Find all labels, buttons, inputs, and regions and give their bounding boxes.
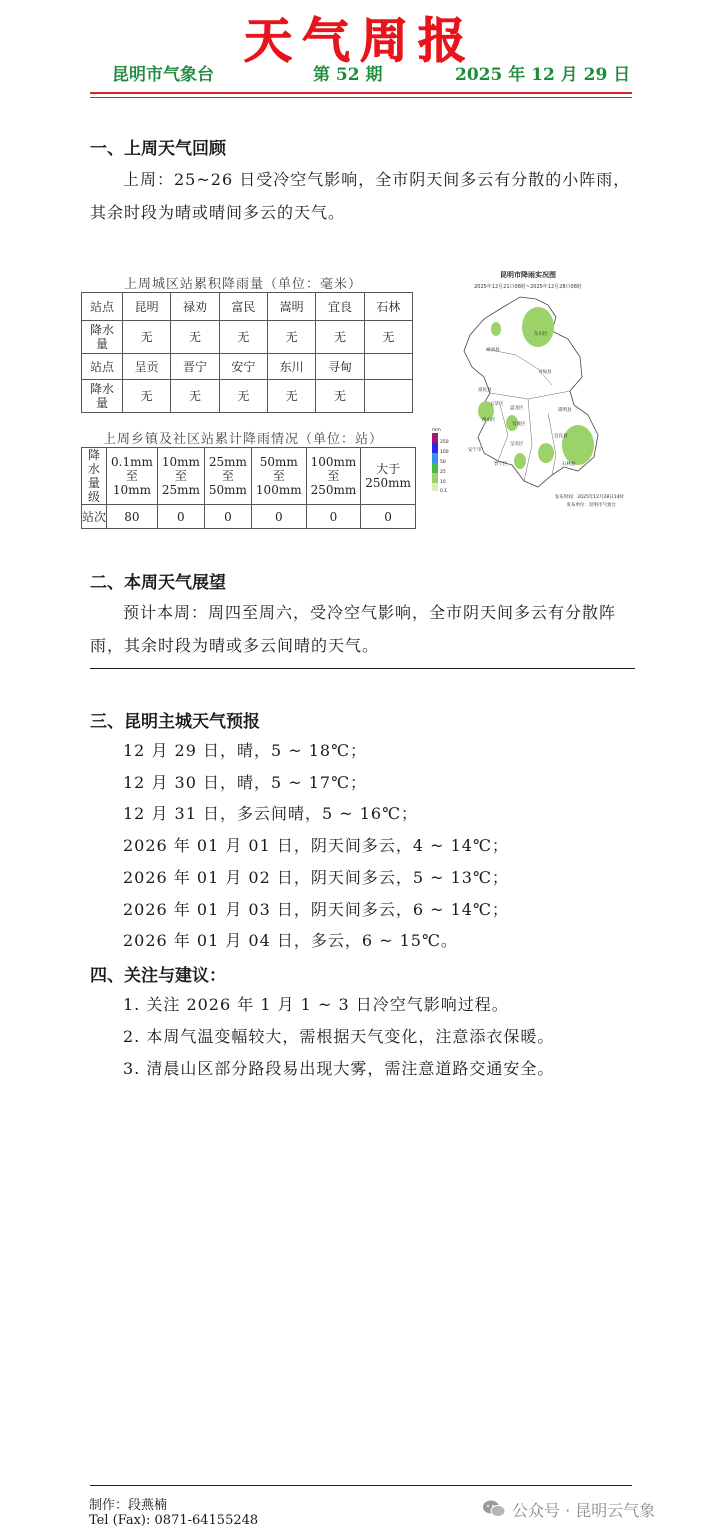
forecast-line: 2026 年 01 月 04 日，多云，6 ~ 15℃。 xyxy=(123,931,458,950)
watermark-text: 公众号 · 昆明云气象 xyxy=(512,1501,656,1520)
wechat-watermark xyxy=(482,1496,712,1522)
table-cell: 无 xyxy=(316,321,364,354)
map-label: 禄劝县 xyxy=(486,348,500,353)
legend-swatch xyxy=(432,473,438,483)
table-cell: 无 xyxy=(267,380,315,413)
table-cell: 站次 xyxy=(82,505,107,529)
table-cell: 降水量级 xyxy=(82,448,107,505)
table-cell: 无 xyxy=(316,380,364,413)
table-cell: 呈贡 xyxy=(123,354,171,380)
table-cell: 0 xyxy=(251,505,306,529)
section2-heading: 二、本周天气展望 xyxy=(90,573,226,593)
section1-heading: 一、上周天气回顾 xyxy=(90,139,226,159)
station-count-table xyxy=(81,447,416,529)
forecast-line: 12 月 31 日，多云间晴，5 ~ 16℃； xyxy=(123,804,418,823)
map-label: 嵩明县 xyxy=(558,408,572,413)
legend-label: 250 xyxy=(440,440,449,445)
table-cell: 大于250mm xyxy=(361,448,416,505)
table-cell: 无 xyxy=(219,380,267,413)
table-row xyxy=(82,321,413,354)
legend-label: 50 xyxy=(440,460,446,465)
table-cell: 东川 xyxy=(267,354,315,380)
report-title: 天气周报 xyxy=(243,13,476,69)
map-publisher: 发布单位：昆明市气象台 xyxy=(566,503,616,508)
section3-heading: 三、昆明主城天气预报 xyxy=(90,712,260,732)
table1-caption: 上周城区站累积降雨量（单位：毫米） xyxy=(124,277,363,292)
legend-swatch xyxy=(432,433,438,443)
table-cell: 昆明 xyxy=(123,293,171,321)
table-cell: 石林 xyxy=(364,293,412,321)
table-row xyxy=(82,448,416,505)
forecast-line: 2026 年 01 月 03 日，阴天间多云，6 ~ 14℃； xyxy=(123,900,509,919)
map-label: 安宁市 xyxy=(468,448,482,453)
table-row xyxy=(82,380,413,413)
legend-label: 25 xyxy=(440,470,446,475)
table-cell: 无 xyxy=(171,380,219,413)
legend-label: 10 xyxy=(440,480,446,485)
rainfall-table xyxy=(81,292,413,413)
wechat-icon xyxy=(482,1499,506,1519)
map-title: 昆明市降雨实况图 xyxy=(500,271,556,279)
map-label: 东川区 xyxy=(534,332,548,337)
footer-rule xyxy=(90,1485,632,1486)
table-cell: 宜良 xyxy=(316,293,364,321)
legend-unit: mm xyxy=(432,428,441,433)
map-label: 寻甸县 xyxy=(538,370,552,375)
table-cell: 0.1mm至10mm xyxy=(107,448,158,505)
org-name: 昆明市气象台 xyxy=(112,65,214,85)
map-label: 官渡区 xyxy=(512,422,526,427)
table-cell: 无 xyxy=(171,321,219,354)
table-cell: 无 xyxy=(123,321,171,354)
section2-text: 预计本周：周四至周六，受冷空气影响，全市阴天间多云有分散阵雨，其余时段为晴或多云间晴的天气。 xyxy=(90,603,617,655)
rainfall-map xyxy=(428,265,628,515)
table-cell: 0 xyxy=(361,505,416,529)
forecast-line: 12 月 29 日，晴，5 ~ 18℃； xyxy=(123,741,367,760)
table-cell: 降水量 xyxy=(82,380,123,413)
table-cell: 无 xyxy=(364,321,412,354)
table-cell: 无 xyxy=(123,380,171,413)
map-label: 石林县 xyxy=(562,462,576,467)
header-rule-thick xyxy=(90,92,632,94)
table-cell: 寻甸 xyxy=(316,354,364,380)
map-period: 2025年12月21日08时~2025年12月28日08时 xyxy=(474,284,582,290)
footer-tel: Tel (Fax): 0871-64155248 xyxy=(89,1513,259,1528)
map-label: 盘龙区 xyxy=(510,406,524,411)
table-cell: 站点 xyxy=(82,354,123,380)
header-rule-thin xyxy=(90,97,632,98)
issue-number: 第 52 期 xyxy=(313,65,383,85)
table-cell: 0 xyxy=(204,505,251,529)
table-cell: 安宁 xyxy=(219,354,267,380)
map-label: 西山区 xyxy=(482,418,496,423)
table-cell: 80 xyxy=(107,505,158,529)
table2-caption: 上周乡镇及社区站累计降雨情况（单位：站） xyxy=(103,432,384,447)
footer-author: 制作：段燕楠 xyxy=(89,1498,168,1513)
table-cell: 25mm至50mm xyxy=(204,448,251,505)
table-cell: 0 xyxy=(306,505,361,529)
table-cell: 无 xyxy=(219,321,267,354)
forecast-line: 2026 年 01 月 02 日，阴天间多云，5 ~ 13℃； xyxy=(123,868,509,887)
forecast-line: 12 月 30 日，晴，5 ~ 17℃； xyxy=(123,773,367,792)
forecast-line: 2026 年 01 月 01 日，阴天间多云，4 ~ 14℃； xyxy=(123,836,509,855)
table-row xyxy=(82,293,413,321)
table-cell: 降水量 xyxy=(82,321,123,354)
table-cell: 富民 xyxy=(219,293,267,321)
table-row xyxy=(82,505,416,529)
table-cell: 无 xyxy=(267,321,315,354)
map-label: 呈贡区 xyxy=(510,442,524,447)
advice-item: 3. 清晨山区部分路段易出现大雾，需注意道路交通安全。 xyxy=(123,1059,555,1078)
map-label: 五华区 xyxy=(490,402,504,407)
map-release-time: 发布时间：2025年12月28日14时 xyxy=(554,495,624,500)
advice-item: 2. 本周气温变幅较大，需根据天气变化，注意添衣保暖。 xyxy=(123,1027,555,1046)
table-cell xyxy=(364,380,412,413)
section-divider xyxy=(90,668,635,669)
legend-swatch xyxy=(432,483,438,491)
table-cell: 禄劝 xyxy=(171,293,219,321)
map-label: 宜良县 xyxy=(554,434,568,439)
legend-swatch xyxy=(432,463,438,473)
issue-date: 2025 年 12 月 29 日 xyxy=(455,65,631,85)
legend-swatch xyxy=(432,443,438,453)
map-label: 富民县 xyxy=(478,388,492,393)
table-cell: 嵩明 xyxy=(267,293,315,321)
section4-heading: 四、关注与建议： xyxy=(90,966,226,986)
table-cell xyxy=(364,354,412,380)
legend-label: 0.1 xyxy=(440,489,448,494)
table-row xyxy=(82,354,413,380)
table-cell: 0 xyxy=(157,505,204,529)
section1-text: 上周：25~26 日受冷空气影响，全市阴天间多云有分散的小阵雨，其余时段为晴或晴间多云的天气。 xyxy=(90,170,631,222)
table-cell: 站点 xyxy=(82,293,123,321)
table-cell: 10mm至25mm xyxy=(157,448,204,505)
table-cell: 晋宁 xyxy=(171,354,219,380)
advice-item: 1. 关注 2026 年 1 月 1 ~ 3 日冷空气影响过程。 xyxy=(123,995,509,1014)
table-cell: 100mm至250mm xyxy=(306,448,361,505)
map-legend xyxy=(432,428,449,494)
legend-label: 100 xyxy=(440,450,449,455)
table-cell: 50mm至100mm xyxy=(251,448,306,505)
map-label: 晋宁区 xyxy=(494,462,508,467)
legend-swatch xyxy=(432,453,438,463)
